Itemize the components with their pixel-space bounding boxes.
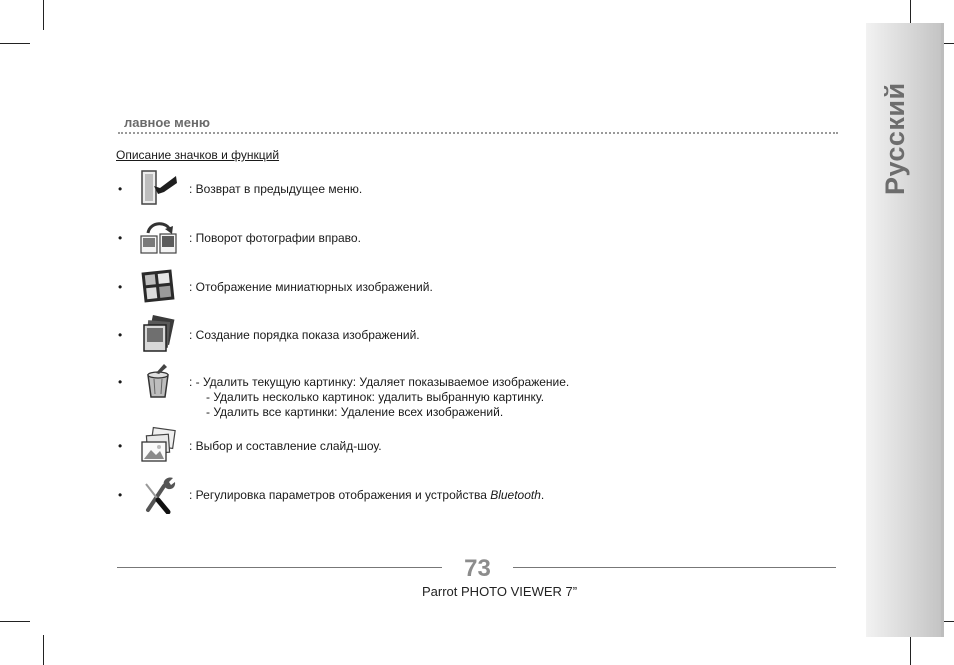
dotted-divider (118, 132, 838, 134)
language-label: Русский (880, 82, 910, 195)
list-item (118, 231, 818, 271)
item-description: : Отображение миниатюрных изображений. (189, 280, 433, 294)
list-item (118, 182, 818, 222)
product-name: Parrot PHOTO VIEWER 7” (422, 584, 578, 599)
language-tab-edge (941, 23, 944, 637)
item-description: : Поворот фотографии вправо. (189, 231, 361, 245)
item-subline: - Удалить несколько картинок: удалить выбранную картинку. (206, 390, 545, 404)
bullet: • (118, 439, 123, 453)
item-description (189, 488, 544, 502)
slideshow-icon (138, 425, 178, 465)
exit-door-icon (138, 168, 178, 208)
item-description-end: . (540, 488, 545, 502)
trash-bin-icon (138, 361, 178, 401)
bullet: • (118, 328, 123, 342)
item-description: : - Удалить текущую картинку: Удаляет показываемое изображение. (189, 375, 570, 389)
item-subline: - Удалить все картинки: Удаление всех изображений. (206, 405, 504, 419)
crop-mark (43, 635, 44, 665)
bullet: • (118, 182, 123, 196)
crop-mark (910, 635, 911, 665)
crop-mark (0, 621, 30, 622)
list-item (118, 328, 818, 368)
thumbnails-icon (138, 266, 178, 306)
bullet: • (118, 231, 123, 245)
footer-rule-right (513, 567, 836, 568)
list-item (118, 280, 818, 320)
item-description: : Возврат в предыдущее меню. (189, 182, 363, 196)
page-number: 73 (464, 555, 491, 582)
bullet: • (118, 280, 123, 294)
list-item (118, 439, 818, 479)
subtitle: Описание значков и функций (116, 148, 280, 162)
item-description: : Выбор и составление слайд-шоу. (189, 439, 382, 453)
item-description: : Создание порядка показа изображений. (189, 328, 420, 342)
crop-mark (0, 43, 30, 44)
rotate-photo-icon (138, 217, 178, 257)
photo-stack-order-icon (138, 314, 178, 354)
list-item (118, 488, 818, 528)
bluetooth-label: Bluetooth (490, 488, 541, 502)
list-item (118, 375, 818, 425)
section-title: лавное меню (124, 115, 210, 130)
bullet: • (118, 488, 123, 502)
footer-rule-left (117, 567, 442, 568)
crop-mark (43, 0, 44, 30)
wrench-screwdriver-icon (138, 474, 178, 514)
item-description-text: : Регулировка параметров отображения и устройства (189, 488, 491, 502)
bullet: • (118, 375, 123, 389)
